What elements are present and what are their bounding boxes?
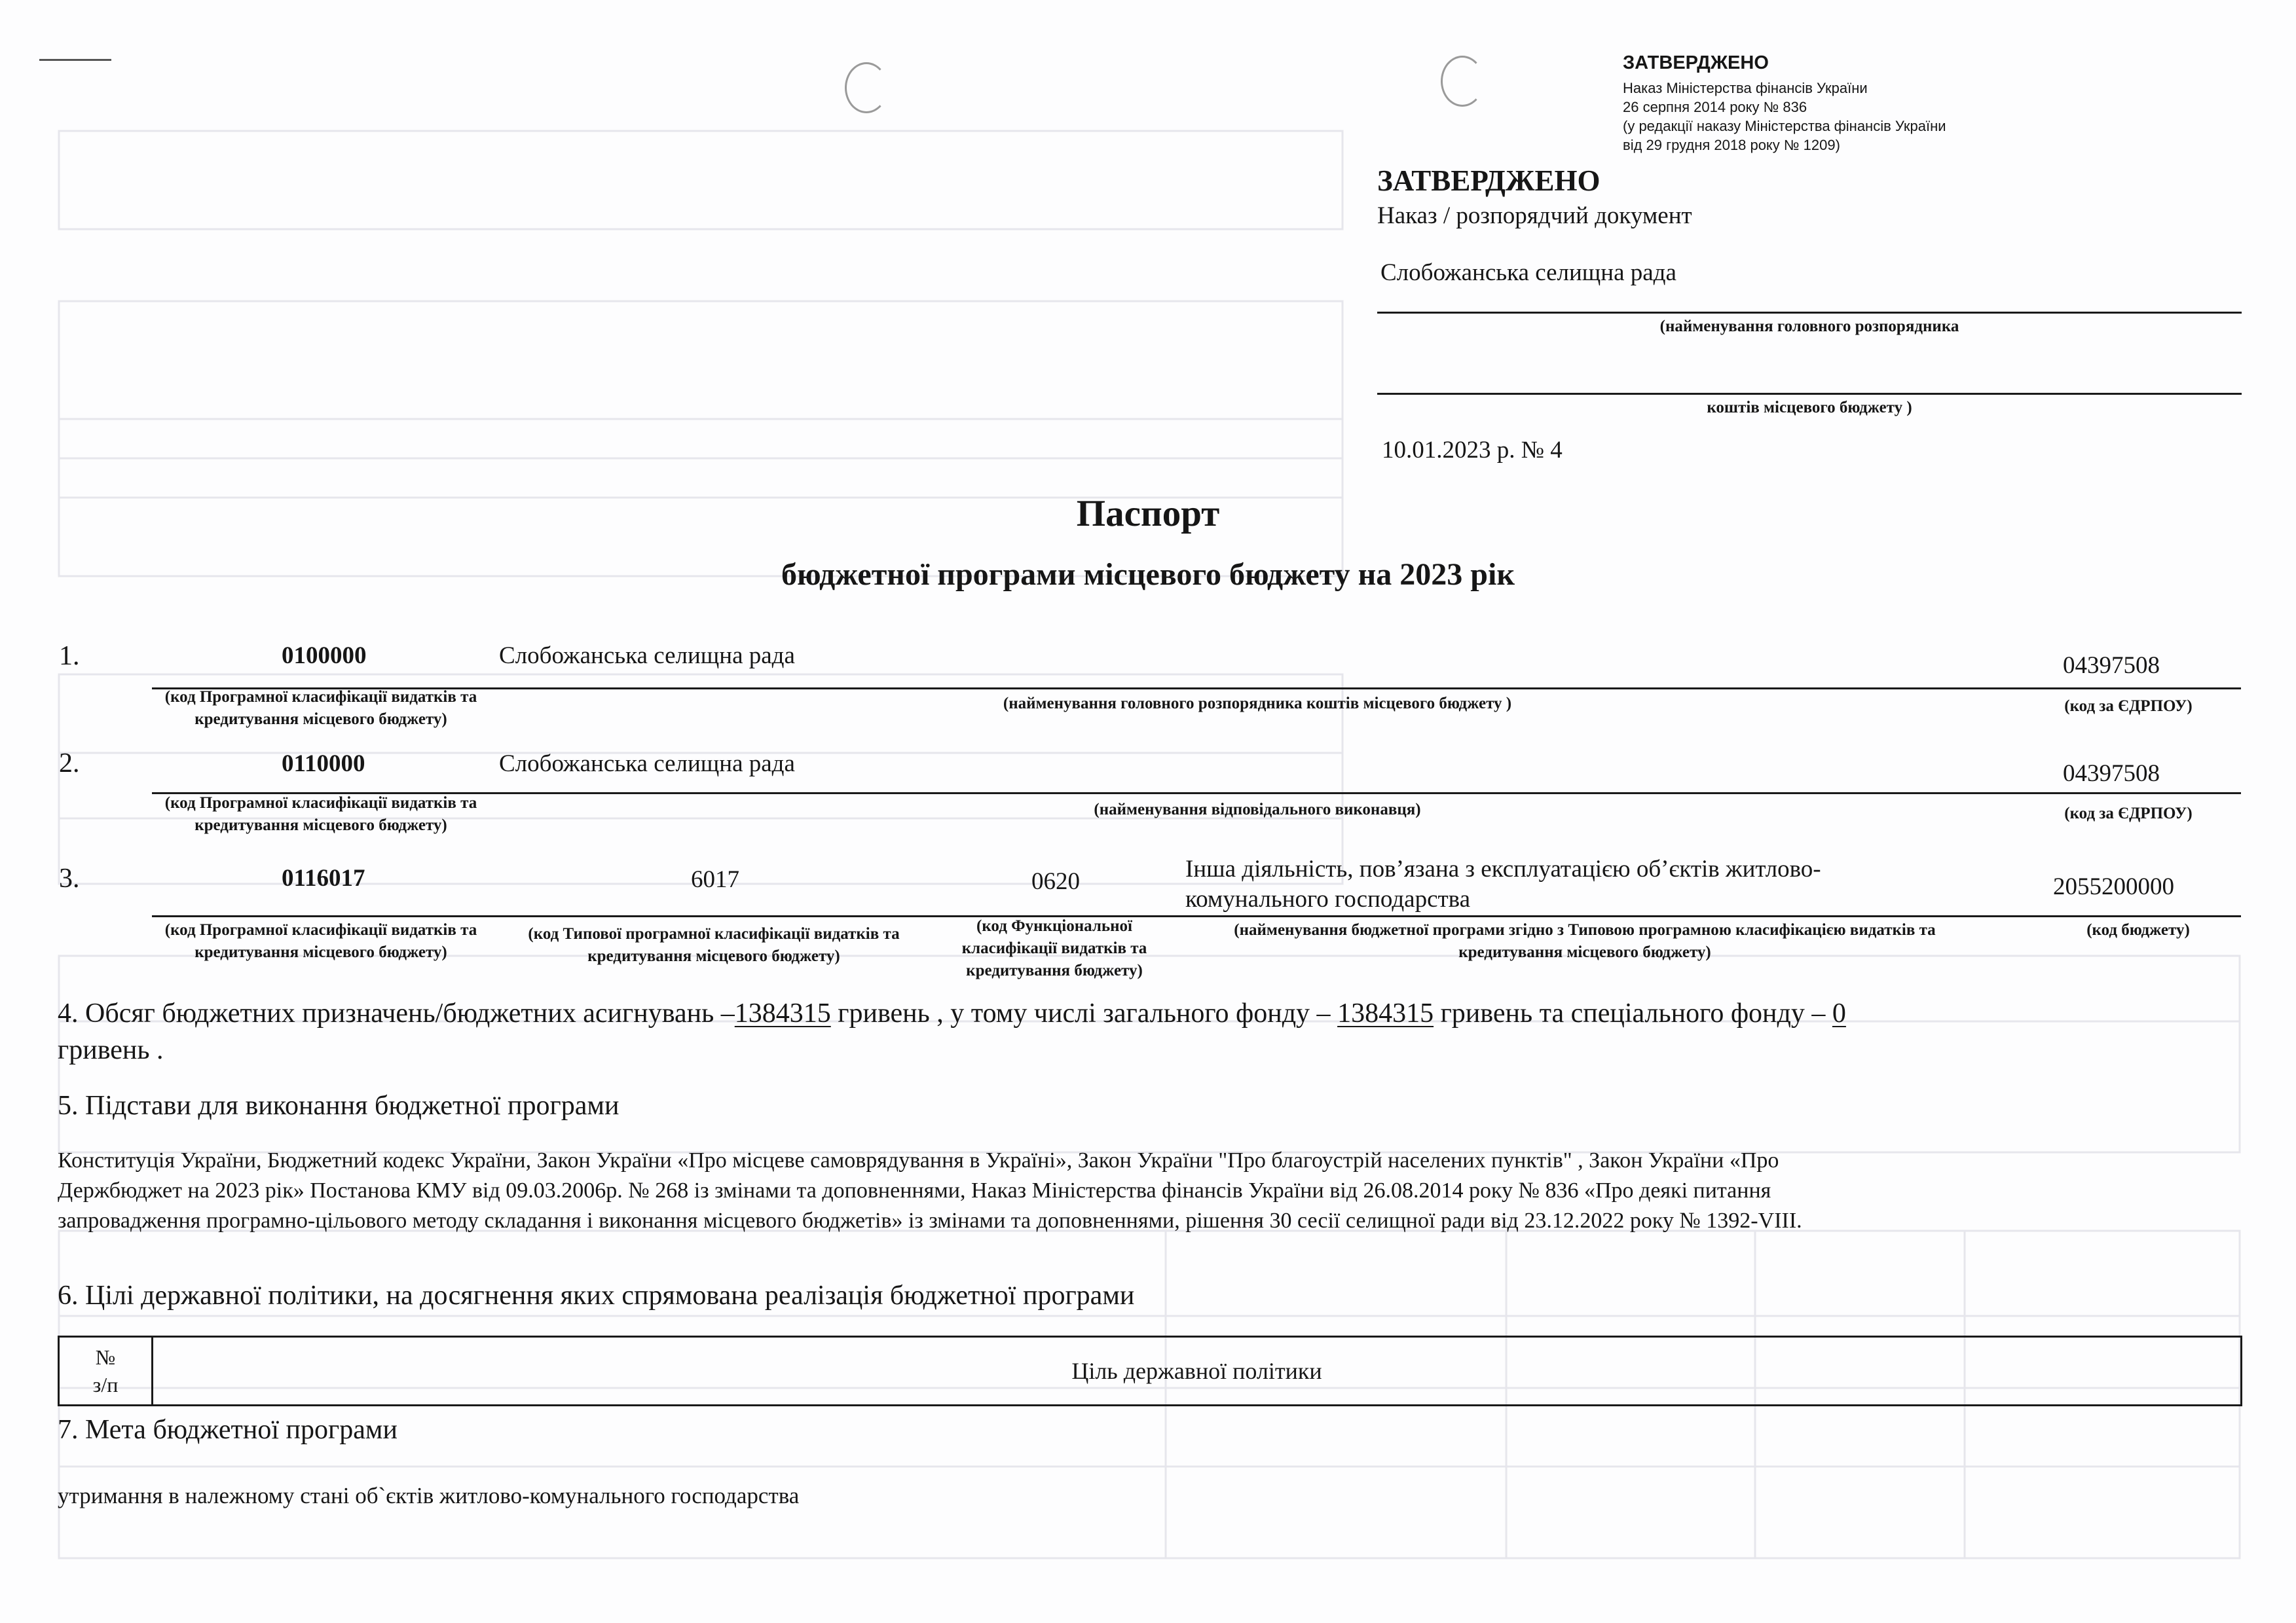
approval-order-subtitle: Наказ / розпорядчий документ [1377,202,1692,229]
section4-special-fund: 0 [1832,998,1846,1029]
policy-table-col-goal: Ціль державної політики [1071,1358,1322,1384]
row1-edrpou: 04397508 [2063,652,2160,679]
row3-program-code: 0116017 [282,865,365,892]
row1-number: 1. [59,641,80,671]
row1-program-code: 0100000 [282,642,367,669]
approval-org-line [1377,312,2242,314]
approval-top-line2: 26 серпня 2014 року № 836 [1623,99,1807,115]
punch-hole-left [845,62,888,113]
row2-number: 2. [59,748,80,778]
row1-edrpou-caption: (код за ЄДРПОУ) [2064,697,2193,715]
section6-policy-table [58,1336,2242,1406]
approval-top-details [1623,79,1946,155]
document-subtitle: бюджетної програми місцевого бюджету на 2023 рік [781,557,1515,592]
row3-name-caption: (найменування бюджетної програми згідно з Типовою програмною класифікацією видатків та кредитування місцевого бюджету) [1234,921,1936,961]
approval-second-line [1377,393,2242,395]
section5-title: 5. Підстави для виконання бюджетної програми [58,1091,620,1121]
row3-typical-caption: (код Типової програмної класифікації видатків та кредитування місцевого бюджету) [528,925,900,965]
row2-edrpou-caption: (код за ЄДРПОУ) [2064,805,2193,822]
row3-program-name-line1: Інша діяльність, пов’язана з експлуатацією об’єктів житлово- [1185,856,1821,883]
section4-unit: гривень . [58,1035,164,1065]
row3-budget-caption: (код бюджету) [2086,921,2190,939]
row3-functional-caption: (код Функціональної класифікації видатків та кредитування бюджету) [961,917,1147,979]
row3-line [152,915,2241,917]
row2-code-caption: (код Програмної класифікації видатків та кредитування місцевого бюджету) [164,794,477,834]
policy-table-col-number: № з/п [60,1338,153,1404]
row2-program-code: 0110000 [282,750,365,777]
row2-edrpou: 04397508 [2063,760,2160,787]
approval-caption-2: коштів місцевого бюджету ) [1707,399,1912,416]
section7-goal-text: утримання в належному стані об`єктів житлово-комунального господарства [58,1483,800,1508]
section4-total-amount: 1384315 [734,998,831,1029]
approval-org-name: Слобожанська селищна рада [1380,259,1676,286]
approval-date-number: 10.01.2023 р. № 4 [1382,437,1563,464]
section4-appropriations: 4. Обсяг бюджетних призначень/бюджетних асигнувань –1384315 гривень , у тому числі загального фонду – 1384315 гривень та спеціального фонду – 0 гривень . [58,995,2245,1068]
section5-legal-basis [58,1146,2271,1236]
approval-top-line4: від 29 грудня 2018 року № 1209) [1623,137,1840,153]
row3-budget-code: 2055200000 [2053,873,2174,900]
row1-name-caption: (найменування головного розпорядника коштів місцевого бюджету ) [1003,695,1512,712]
approval-top-line3: (у редакції наказу Міністерства фінансів України [1623,118,1946,134]
row3-number: 3. [59,864,80,894]
row2-executor-name: Слобожанська селищна рада [499,750,795,777]
approval-top-title: ЗАТВЕРДЖЕНО [1623,52,1769,73]
row3-code-caption: (код Програмної класифікації видатків та кредитування місцевого бюджету) [164,921,477,961]
section7-title: 7. Мета бюджетної програми [58,1415,398,1445]
approval-top-line1: Наказ Міністерства фінансів України [1623,80,1868,96]
row3-program-name-line2: комунального господарства [1185,886,1471,913]
section5-line1: Конституція України, Бюджетний кодекс України, Закон України «Про місцеве самоврядування в Україні», Закон України "Про благоустрій населених пунктів" , Закон України «Про [58,1148,1779,1173]
row3-functional-code: 0620 [1031,868,1080,895]
section6-title: 6. Цілі державної політики, на досягнення яких спрямована реалізація бюджетної програми [58,1281,1135,1311]
scan-mark [39,59,111,61]
punch-hole-right [1441,56,1484,107]
approval-order-title: ЗАТВЕРДЖЕНО [1377,164,1601,197]
document-title: Паспорт [1076,493,1220,534]
section4-general-fund: 1384315 [1337,998,1434,1029]
row2-name-caption: (найменування відповідального виконавця) [1094,801,1421,818]
section5-line2: Держбюджет на 2023 рік» Постанова КМУ від 09.03.2006р. № 268 із змінами та доповненнями, Наказ Міністерства фінансів України від 26.08.2014 року № 836 «Про деякі питання [58,1178,1771,1203]
approval-caption-1: (найменування головного розпорядника [1659,318,1959,335]
section5-line3: запровадження програмно-цільового методу складання і виконання місцевого бюджетів» із змінами та доповненнями, рішення 30 сесії селищної ради від 23.12.2022 року № 1392-VIII. [58,1209,1802,1233]
row3-typical-code: 6017 [691,866,739,893]
row1-manager-name: Слобожанська селищна рада [499,642,795,669]
row1-code-caption: (код Програмної класифікації видатків та кредитування місцевого бюджету) [164,688,477,728]
row3-program-name [1185,854,1997,915]
